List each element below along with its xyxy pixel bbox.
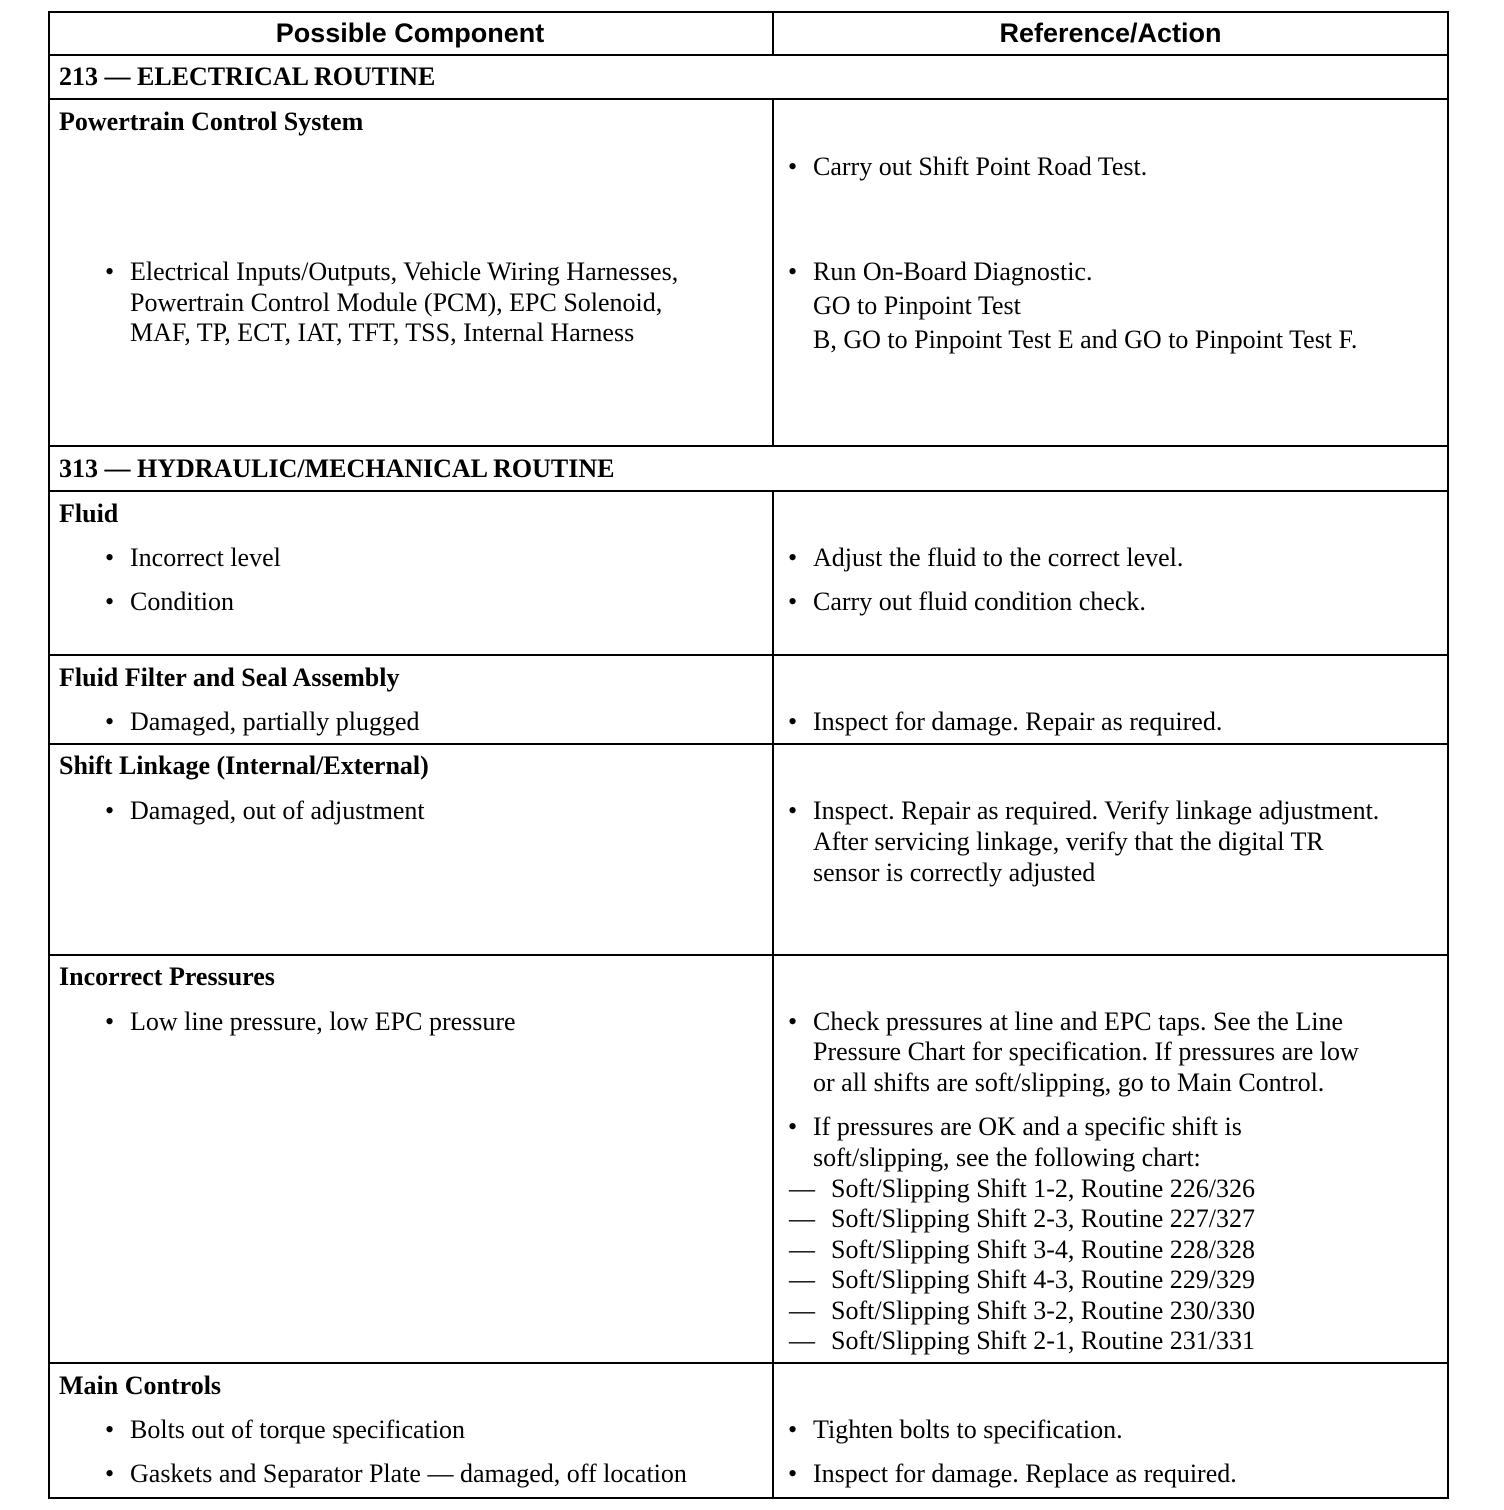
component-text: Damaged, out of adjustment xyxy=(130,796,425,825)
component-text: Powertrain Control Module (PCM), EPC Solenoid, xyxy=(130,288,663,317)
component-text: Low line pressure, low EPC pressure xyxy=(130,1007,516,1036)
bullet-glyph: • xyxy=(788,152,798,181)
group-title: Main Controls xyxy=(59,1371,222,1400)
row-divider xyxy=(48,954,1449,956)
dash-glyph: — xyxy=(789,1265,815,1294)
dash-glyph: — xyxy=(789,1174,815,1203)
column-header-component: Possible Component xyxy=(275,18,545,48)
bullet-glyph: • xyxy=(105,796,115,825)
bullet-glyph: • xyxy=(788,1112,798,1141)
bullet-glyph: • xyxy=(788,543,798,572)
bullet-glyph: • xyxy=(105,1459,115,1488)
bullet-glyph: • xyxy=(105,707,115,736)
diagnosis-table xyxy=(48,11,1449,1499)
action-text: soft/slipping, see the following chart: xyxy=(813,1143,1201,1172)
group-title: Incorrect Pressures xyxy=(59,962,275,991)
row-divider xyxy=(48,743,1449,745)
bullet-glyph: • xyxy=(788,257,798,286)
action-text: B, GO to Pinpoint Test E and GO to Pinpoint Test F. xyxy=(813,325,1358,354)
component-text: Incorrect level xyxy=(130,543,281,572)
action-text: If pressures are OK and a specific shift is xyxy=(813,1112,1242,1141)
table-border-top xyxy=(48,11,1449,13)
action-text: Inspect for damage. Replace as required. xyxy=(813,1459,1237,1488)
action-text: or all shifts are soft/slipping, go to Main Control. xyxy=(813,1068,1325,1097)
routine-reference: Soft/Slipping Shift 2-1, Routine 231/331 xyxy=(831,1326,1255,1355)
header-divider xyxy=(48,54,1449,56)
action-text: Run On-Board Diagnostic. xyxy=(813,257,1093,286)
bullet-glyph: • xyxy=(788,1007,798,1036)
section-title: 213 — ELECTRICAL ROUTINE xyxy=(59,62,436,91)
row-divider xyxy=(48,654,1449,656)
table-border-right xyxy=(1447,11,1449,1499)
bullet-glyph: • xyxy=(105,587,115,616)
table-border-left xyxy=(48,11,50,1499)
bullet-glyph: • xyxy=(105,257,115,286)
action-text: Carry out Shift Point Road Test. xyxy=(813,152,1148,181)
bullet-glyph: • xyxy=(788,1459,798,1488)
row-divider xyxy=(48,1362,1449,1364)
action-text: Tighten bolts to specification. xyxy=(813,1415,1123,1444)
row-divider xyxy=(48,98,1449,100)
routine-reference: Soft/Slipping Shift 2-3, Routine 227/327 xyxy=(831,1204,1255,1233)
group-title: Powertrain Control System xyxy=(59,107,364,136)
column-divider xyxy=(772,98,774,447)
row-divider xyxy=(48,445,1449,447)
bullet-glyph: • xyxy=(105,1415,115,1444)
action-text: Inspect. Repair as required. Verify linkage adjustment. xyxy=(813,796,1380,825)
action-text: After servicing linkage, verify that the digital TR xyxy=(813,827,1324,856)
component-text: MAF, TP, ECT, IAT, TFT, TSS, Internal Harness xyxy=(130,318,635,347)
component-text: Damaged, partially plugged xyxy=(130,707,420,736)
action-text: Inspect for damage. Repair as required. xyxy=(813,707,1223,736)
column-header-action: Reference/Action xyxy=(999,18,1222,48)
routine-reference: Soft/Slipping Shift 3-2, Routine 230/330 xyxy=(831,1296,1255,1325)
dash-glyph: — xyxy=(789,1326,815,1355)
action-text: GO to Pinpoint Test xyxy=(813,291,1021,320)
row-divider xyxy=(48,490,1449,492)
routine-reference: Soft/Slipping Shift 4-3, Routine 229/329 xyxy=(831,1265,1255,1294)
bullet-glyph: • xyxy=(788,1415,798,1444)
component-text: Electrical Inputs/Outputs, Vehicle Wiring Harnesses, xyxy=(130,257,679,286)
group-title: Shift Linkage (Internal/External) xyxy=(59,751,429,780)
action-text: sensor is correctly adjusted xyxy=(813,858,1096,887)
action-text: Adjust the fluid to the correct level. xyxy=(813,543,1184,572)
action-text: Check pressures at line and EPC taps. See the Line xyxy=(813,1007,1343,1036)
section-title: 313 — HYDRAULIC/MECHANICAL ROUTINE xyxy=(59,454,615,483)
dash-glyph: — xyxy=(789,1235,815,1264)
component-text: Condition xyxy=(130,587,235,616)
group-title: Fluid xyxy=(59,499,119,528)
component-text: Bolts out of torque specification xyxy=(130,1415,466,1444)
component-text: Gaskets and Separator Plate — damaged, off location xyxy=(130,1459,687,1488)
dash-glyph: — xyxy=(789,1296,815,1325)
bullet-glyph: • xyxy=(788,707,798,736)
table-border-bottom xyxy=(48,1497,1449,1499)
dash-glyph: — xyxy=(789,1204,815,1233)
action-text: Pressure Chart for specification. If pressures are low xyxy=(813,1037,1359,1066)
routine-reference: Soft/Slipping Shift 3-4, Routine 228/328 xyxy=(831,1235,1255,1264)
routine-reference: Soft/Slipping Shift 1-2, Routine 226/326 xyxy=(831,1174,1255,1203)
bullet-glyph: • xyxy=(788,796,798,825)
action-text: Carry out fluid condition check. xyxy=(813,587,1146,616)
bullet-glyph: • xyxy=(105,543,115,572)
column-divider xyxy=(772,490,774,1499)
bullet-glyph: • xyxy=(105,1007,115,1036)
group-title: Fluid Filter and Seal Assembly xyxy=(59,663,400,692)
bullet-glyph: • xyxy=(788,587,798,616)
